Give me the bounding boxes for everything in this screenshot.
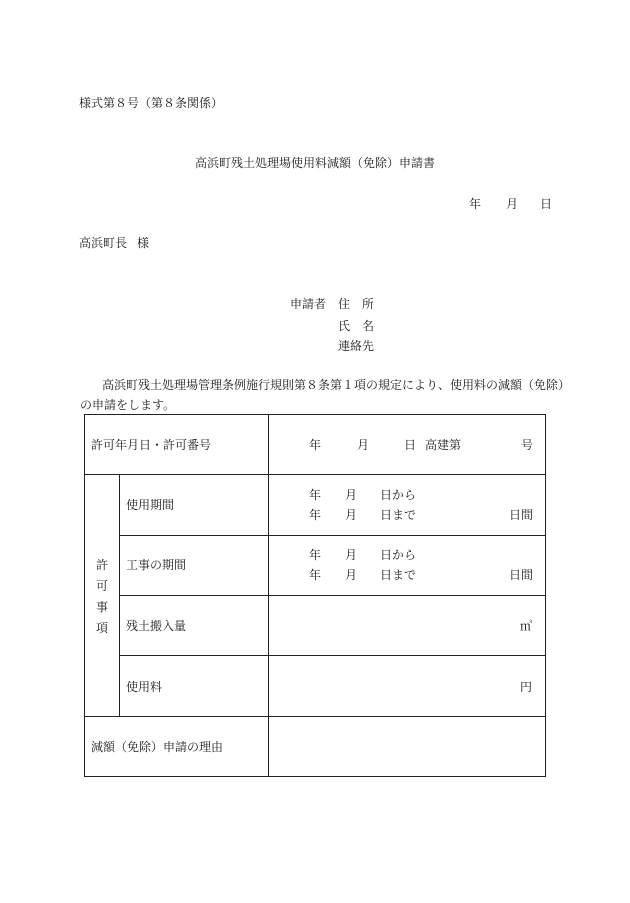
usage-period-label: 使用期間 [126,498,175,512]
permit-items-char-3: 事 [96,600,109,614]
application-statement-line2: の申請をします。 [80,398,176,412]
usage-fee-label: 使用料 [126,680,163,694]
document-title: 高浜町残土処理場使用料減額（免除）申請書 [194,156,435,170]
permit-number-suffix: 号 [521,438,534,452]
row-divider-items-end [84,716,546,717]
usage-from-month: 月 [345,488,358,502]
usage-from-year: 年 [309,488,322,502]
construction-to-day: 日まで [380,568,417,582]
addressee-honorific: 様 [137,236,150,250]
usage-fee-unit: 円 [520,680,533,694]
construction-days-unit: 日間 [509,568,534,582]
permit-month-label: 月 [357,438,370,452]
permit-day-label: 日 [404,438,417,452]
applicant-name-label: 氏 名 [338,319,375,333]
construction-from-month: 月 [345,548,358,562]
usage-days-unit: 日間 [509,508,534,522]
table-border-bottom [84,776,546,777]
column-divider-main [268,414,269,777]
soil-volume-unit: ㎥ [520,619,533,633]
permit-items-char-4: 項 [96,621,109,635]
row-divider-construction [119,595,546,596]
construction-to-year: 年 [309,568,322,582]
date-year-label: 年 [469,197,482,211]
form-number: 様式第８号（第８条関係） [79,96,224,110]
applicant-contact-label: 連絡先 [338,339,375,353]
applicant-label: 申請者 [290,297,327,311]
addressee-name: 高浜町長 [79,236,128,250]
reduction-reason-label: 減額（免除）申請の理由 [91,740,224,754]
usage-from-day: 日から [380,488,417,502]
row-divider-soil [119,655,546,656]
construction-period-label: 工事の期間 [126,558,187,572]
row-divider-usage [119,535,546,536]
usage-to-year: 年 [309,508,322,522]
column-divider-items [119,474,120,717]
application-statement-line1: 高浜町残土処理場管理条例施行規則第８条第１項の規定により、使用料の減額（免除） [102,378,571,392]
permit-date-number-label: 許可年月日・許可番号 [91,438,212,452]
construction-from-day: 日から [380,548,417,562]
date-day-label: 日 [540,197,553,211]
usage-to-month: 月 [345,508,358,522]
applicant-address-label: 住 所 [338,297,375,311]
table-border-left [84,414,85,777]
permit-items-char-2: 可 [96,579,109,593]
usage-to-day: 日まで [380,508,417,522]
row-divider-permit [84,474,546,475]
construction-from-year: 年 [309,548,322,562]
permit-number-prefix: 高建第 [425,438,462,452]
table-border-top [84,414,546,415]
permit-year-label: 年 [309,438,322,452]
permit-items-char-1: 許 [96,558,109,572]
date-month-label: 月 [506,197,519,211]
soil-volume-label: 残土搬入量 [126,619,187,633]
construction-to-month: 月 [345,568,358,582]
